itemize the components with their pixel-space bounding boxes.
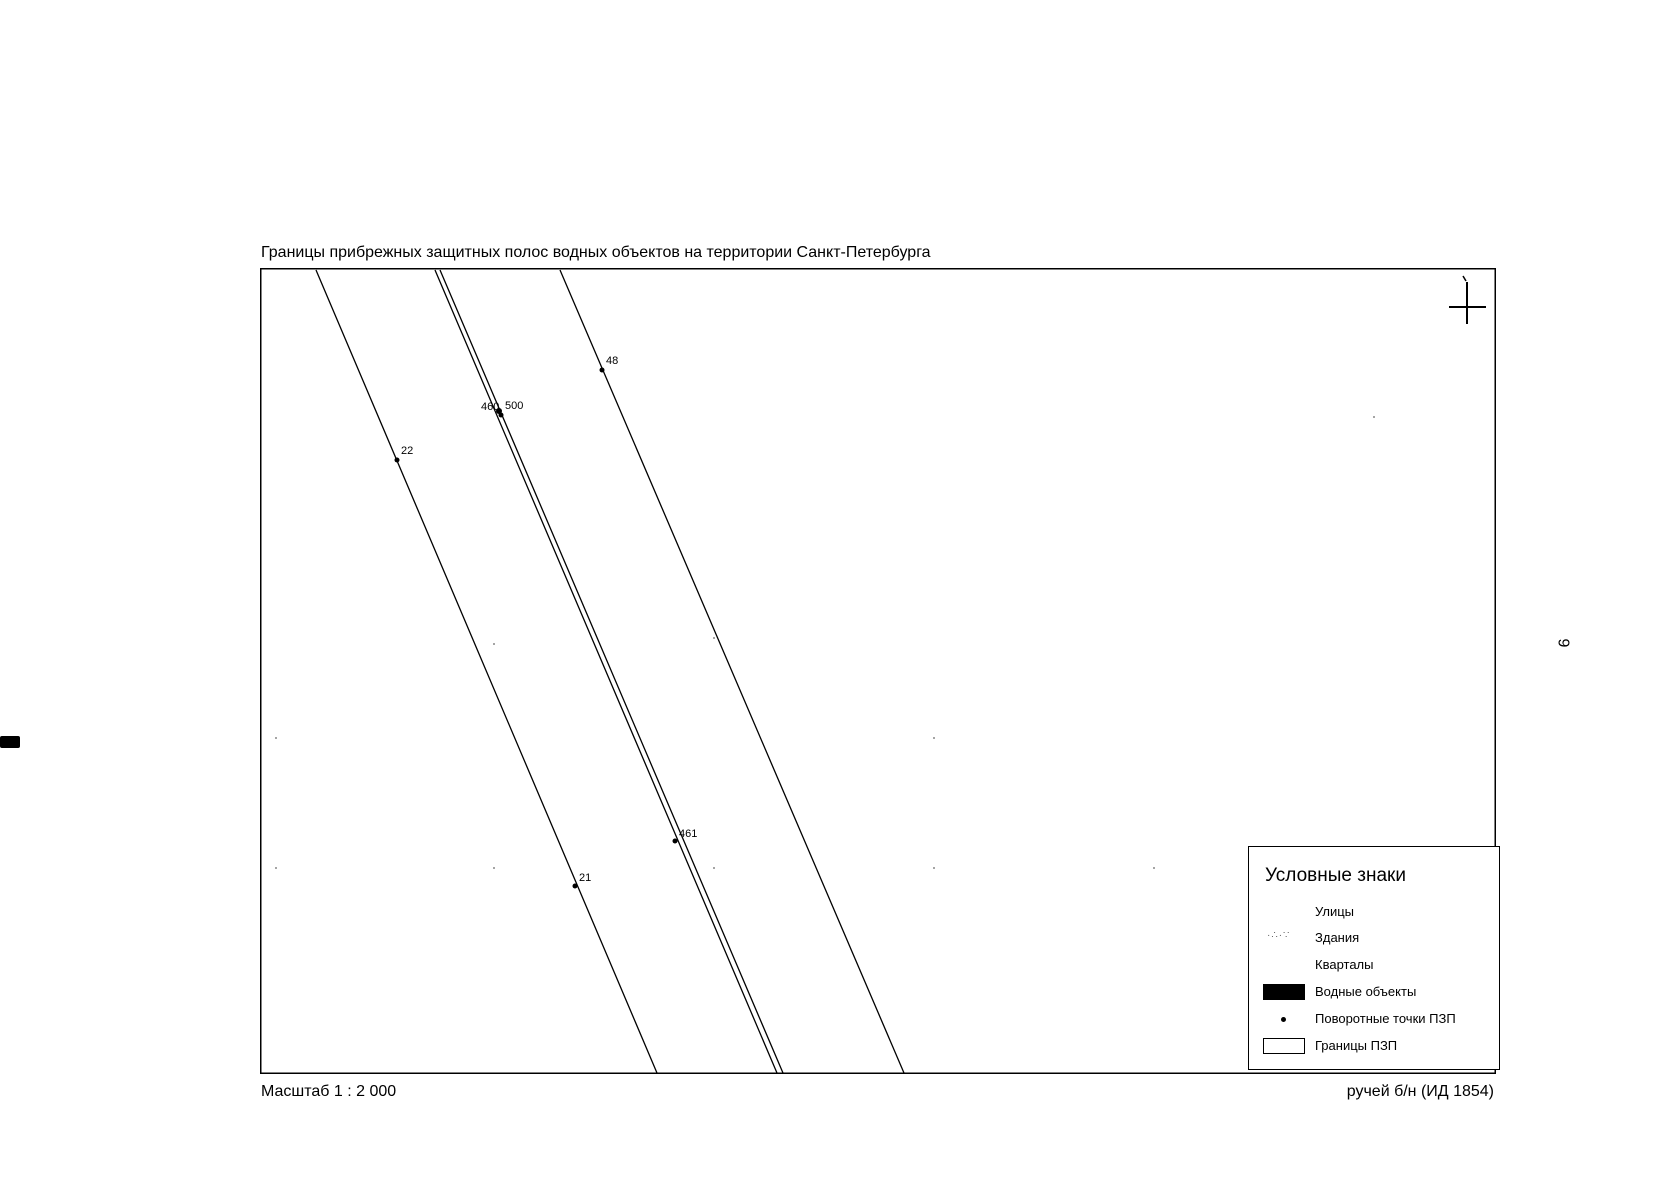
legend-item-zpz-boundary: Границы ПЗП [1249,1036,1501,1058]
svg-text:460: 460 [481,401,500,413]
page-number: 9 [1554,638,1572,648]
turning-point-460 [481,401,502,414]
svg-text:21: 21 [579,872,592,884]
legend-item-buildings: ·∴·∵ Здания [1249,928,1501,950]
boundary-symbol-icon [1263,1038,1305,1054]
legend-item-streets: Улицы [1315,904,1355,919]
scan-mark [0,736,20,748]
legend-title: Условные знаки [1265,865,1406,886]
map-title: Границы прибрежных защитных полос водных объектов на территории Санкт-Петербурга [261,244,931,261]
water-symbol-icon [1263,984,1305,1000]
object-caption: ручей б/н (ИД 1854) [1346,1083,1494,1100]
svg-text:461: 461 [679,828,698,840]
legend-item-water: Водные объекты [1249,982,1501,1004]
svg-text:500: 500 [505,400,524,412]
scale-label: Масштаб 1 : 2 000 [261,1083,397,1100]
legend-panel [1248,846,1500,1070]
legend-item-turning-points: Поворотные точки ПЗП [1249,1009,1501,1031]
svg-text:48: 48 [606,355,619,367]
legend-item-blocks: Кварталы [1315,957,1374,972]
buildings-symbol-icon: ·∴·∵ [1267,930,1291,941]
point-symbol-icon [1263,1011,1305,1027]
svg-text:22: 22 [401,445,414,457]
